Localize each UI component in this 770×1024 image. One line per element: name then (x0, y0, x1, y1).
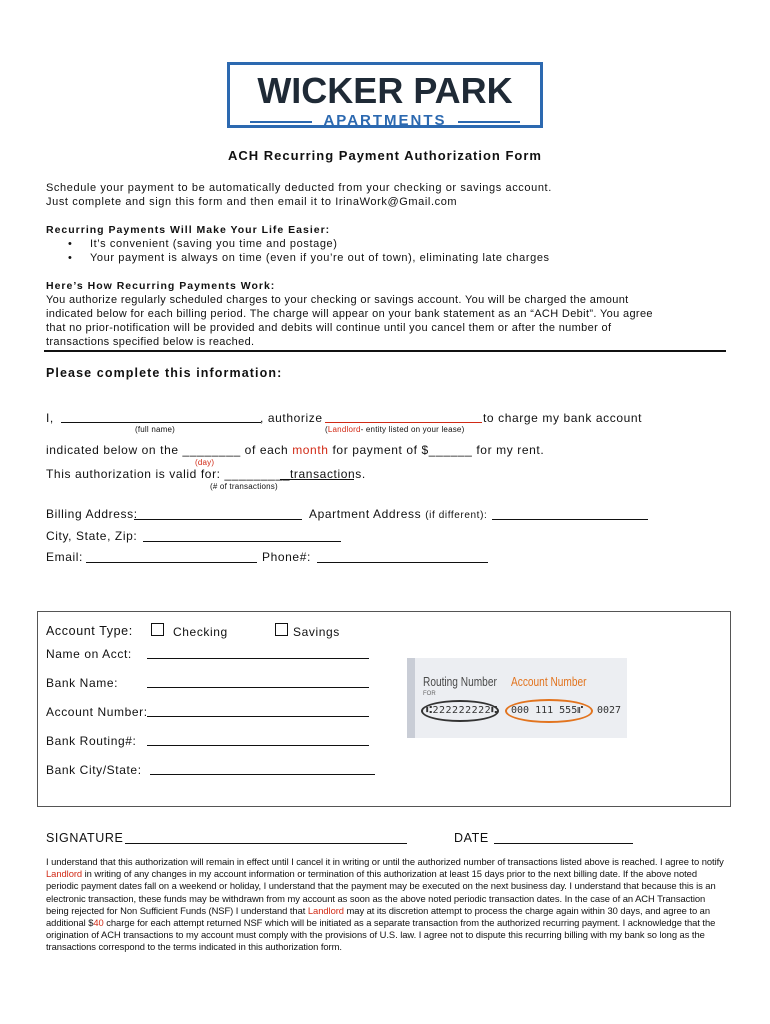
intro-line-2: Just complete and sign this form and then email it to IrinaWork@Gmail.com (46, 196, 458, 208)
logo-subtitle: APARTMENTS (323, 112, 447, 129)
email-field[interactable] (86, 562, 257, 563)
valid-text: This authorization is valid for: _________transactions. (46, 467, 366, 481)
form-title: ACH Recurring Payment Authorization Form (228, 148, 542, 163)
date-label: DATE (454, 831, 489, 845)
bank-name-field[interactable] (147, 687, 369, 688)
apartment-text: Apartment Address (309, 507, 422, 521)
account-number-label: Account Number: (46, 705, 148, 719)
apartment-label (309, 507, 487, 521)
bank-city-label: Bank City/State: (46, 763, 142, 777)
account-type-label: Account Type: (46, 624, 133, 638)
check-sample-image (407, 658, 627, 738)
if-different-text: (if different): (425, 510, 488, 521)
bank-city-field[interactable] (150, 774, 375, 775)
legal-text: in writing of any changes in my account information or termination of this authorization at least 15 days prior to the next billing date. If the above noted periodic payment dates fall on a weekend or holiday, I understand that the payment may be executed on the next business day. I understand that because this is an electronic transaction, these funds may be withdrawn from my account as soon as the above noted periodic transaction dates. In the case of an ACH Transaction being rejected for Non Sufficient Funds (NSF) I understand that (46, 868, 716, 916)
phone-field[interactable] (317, 562, 488, 563)
landlord-word: Landlord (46, 868, 83, 880)
bank-routing-label: Bank Routing#: (46, 734, 137, 748)
city-state-zip-field[interactable] (143, 541, 341, 542)
transactions-note: (# of transactions) (210, 482, 278, 491)
how-line: You authorize regularly scheduled charges to your checking or savings account. You will be charged the amount (46, 294, 629, 306)
intro-line-1: Schedule your payment to be automatically deducted from your checking or savings account. (46, 182, 552, 194)
full-name-note: (full name) (135, 425, 175, 434)
how-heading: Here’s How Recurring Payments Work: (46, 280, 276, 292)
full-name-field[interactable] (61, 422, 261, 423)
check-edge (407, 658, 415, 738)
payment-text: for payment of $______ for my rent. (332, 443, 545, 457)
legal-terms (46, 856, 726, 954)
landlord-field[interactable] (325, 422, 482, 423)
auth-authorize-label: , authorize (260, 411, 323, 425)
legal-text: may at its discretion attempt to process the charge again within 30 days, and agree to an additional $ (46, 904, 710, 929)
savings-label: Savings (293, 625, 340, 639)
benefits-heading: Recurring Payments Will Make Your Life Easier: (46, 224, 331, 236)
section-divider (44, 350, 726, 352)
routing-number-label: Routing Number (423, 674, 497, 689)
signature-label: SIGNATURE (46, 831, 124, 845)
landlord-word: Landlord (327, 425, 361, 434)
nsf-fee: 40 (93, 917, 104, 929)
legal-text: I understand that this authorization will remain in effect until I cancel it in writing or until the authorized number of transactions listed above is reached. I agree to notify (46, 856, 724, 867)
how-line: transactions specified below is reached. (46, 336, 255, 348)
name-on-acct-field[interactable] (147, 658, 369, 659)
date-field[interactable] (494, 843, 633, 844)
logo-rule-right (458, 121, 520, 123)
bullet-icon: • (68, 252, 73, 264)
auth-i-label: I, (46, 411, 54, 425)
auth-to-charge: to charge my bank account (483, 411, 643, 425)
legal-text: charge for each attempt returned NSF which will be initiated as a separate transaction from the authorized recurring payment. I acknowledge that the origination of ACH transactions to my account must comply with the provisions of U.S. law. I agree not to dispute this recurring billing with my bank so long as the transactions correspond to the terms indicated in this authorization form. (46, 917, 716, 953)
landlord-note: (Landlord- entity listed on your lease) (325, 425, 465, 434)
complete-heading: Please complete this information: (46, 366, 283, 380)
account-number-field[interactable] (147, 716, 369, 717)
email-label: Email: (46, 550, 83, 564)
benefit-item: It’s convenient (saving you time and postage) (90, 238, 338, 250)
billing-address-field[interactable] (134, 519, 302, 520)
bank-name-label: Bank Name: (46, 676, 119, 690)
landlord-word: Landlord (307, 904, 344, 916)
bullet-icon: • (68, 238, 73, 250)
bank-routing-field[interactable] (147, 745, 369, 746)
logo-title: WICKER PARK (257, 70, 513, 111)
checking-label: Checking (173, 625, 228, 639)
signature-field[interactable] (125, 843, 407, 844)
billing-label: Billing Address: (46, 507, 138, 521)
auth-line-2 (46, 443, 544, 457)
phone-label: Phone#: (262, 550, 311, 564)
checking-checkbox[interactable] (151, 623, 164, 636)
day-note: (day) (195, 458, 215, 467)
how-line: that no prior-notification will be provided and debits will continue until you cancel them or after the number of (46, 322, 612, 334)
apartment-address-field[interactable] (492, 519, 648, 520)
transactions-underline (280, 479, 354, 480)
logo (227, 62, 543, 128)
indicated-text: indicated below on the ________ of each (46, 443, 289, 457)
check-number: 0027 (597, 705, 622, 716)
month-word: month (292, 443, 329, 457)
account-digits: 000 111 555⑈ (511, 705, 584, 716)
benefit-item: Your payment is always on time (even if you’re out of town), eliminating late charges (90, 252, 550, 264)
savings-checkbox[interactable] (275, 623, 288, 636)
how-line: indicated below for each billing period. The charge will appear on your bank statement as an “ACH Debit”. You agree (46, 308, 653, 320)
account-number-sample-label: Account Number (511, 674, 587, 689)
routing-digits: ⑆222222222⑆ (426, 705, 498, 716)
name-on-acct-label: Name on Acct: (46, 647, 132, 661)
city-label: City, State, Zip: (46, 529, 138, 543)
for-label: FOR (423, 691, 436, 697)
landlord-note-rest: - entity listed on your lease) (360, 425, 465, 434)
